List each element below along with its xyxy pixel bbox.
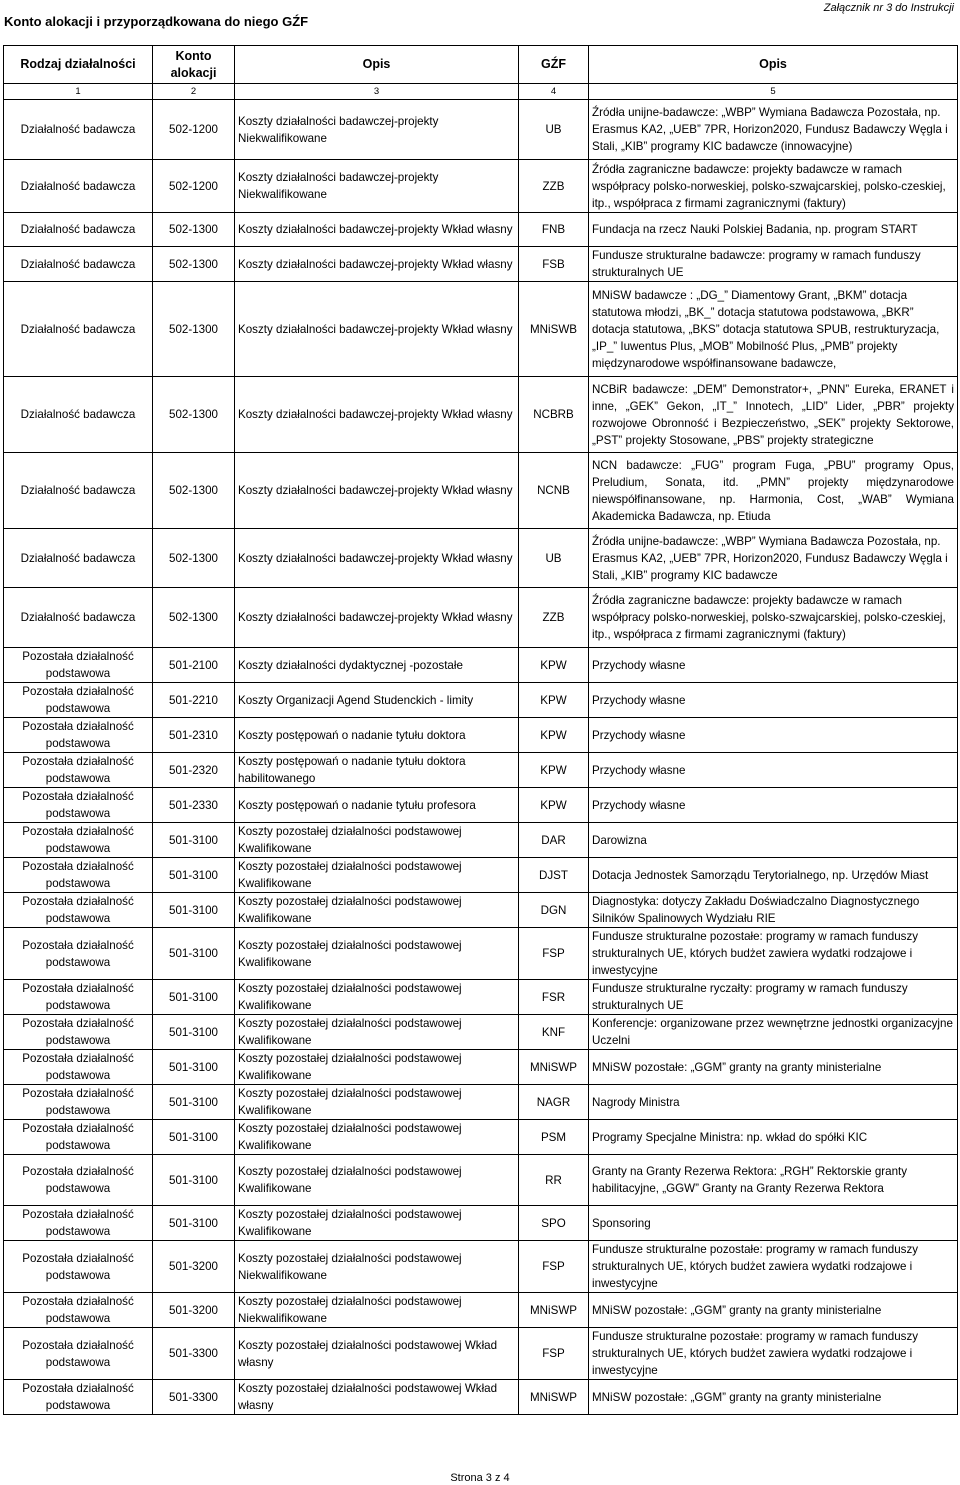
table-row xyxy=(4,858,958,893)
activity-type-cell: Pozostała działalność podstawowa xyxy=(4,1050,153,1085)
account-description-cell: Koszty postępowań o nadanie tytułu doktora habilitowanego xyxy=(235,753,519,788)
account-description-cell: Koszty pozostałej działalności podstawowej Niekwalifikowane xyxy=(235,1293,519,1328)
activity-type-cell: Pozostała działalność podstawowa xyxy=(4,980,153,1015)
funding-source-code-cell: MNiSWP xyxy=(519,1050,589,1085)
activity-type-cell: Działalność badawcza xyxy=(4,588,153,648)
allocation-account-cell: 502-1200 xyxy=(153,100,235,160)
funding-source-description-cell: Przychody własne xyxy=(589,683,958,718)
funding-source-description-cell: Granty na Granty Rezerwa Rektora: „RGH” Rektorskie granty habilitacyjne, „GGW” Granty na Granty Rezerwa Rektora xyxy=(589,1155,958,1206)
activity-type-cell: Działalność badawcza xyxy=(4,160,153,213)
funding-source-description-cell: Nagrody Ministra xyxy=(589,1085,958,1120)
allocation-account-cell: 502-1300 xyxy=(153,453,235,529)
table-row xyxy=(4,648,958,683)
attachment-label: Załącznik nr 3 do Instrukcji xyxy=(823,2,954,14)
funding-source-description-cell: Przychody własne xyxy=(589,753,958,788)
activity-type-cell: Pozostała działalność podstawowa xyxy=(4,788,153,823)
funding-source-code-cell: PSM xyxy=(519,1120,589,1155)
account-description-cell: Koszty działalności badawczej-projekty Niekwalifikowane xyxy=(235,160,519,213)
activity-type-cell: Działalność badawcza xyxy=(4,282,153,377)
account-description-cell: Koszty pozostałej działalności podstawowej Kwalifikowane xyxy=(235,1015,519,1050)
funding-source-description-cell: NCBiR badawcze: „DEM” Demonstrator+, „PNN” Eureka, ERANET i inne, „GEK” Gekon, „IT_” Innotech, „LID” Lider, „PBR” projekty rozwojowe Obronność i Bezpieczeństwo, „SEK” projekty Sektorowe, „PST” projekty Stosowane, „PBS” projekty strategiczne xyxy=(589,377,958,453)
allocation-account-cell: 502-1300 xyxy=(153,282,235,377)
account-description-cell: Koszty pozostałej działalności podstawowej Kwalifikowane xyxy=(235,1050,519,1085)
column-number: 4 xyxy=(519,84,589,100)
account-description-cell: Koszty pozostałej działalności podstawowej Kwalifikowane xyxy=(235,823,519,858)
funding-source-description-cell: Źródła zagraniczne badawcze: projekty badawcze w ramach współpracy polsko-norweskiej, polsko-szwajcarskiej, polsko-czeskiej, itp., współpraca z firmami zagranicznymi (faktury) xyxy=(589,588,958,648)
account-description-cell: Koszty pozostałej działalności podstawowej Kwalifikowane xyxy=(235,928,519,980)
funding-source-code-cell: UB xyxy=(519,100,589,160)
funding-source-code-cell: DAR xyxy=(519,823,589,858)
column-number: 3 xyxy=(235,84,519,100)
funding-source-code-cell: FSR xyxy=(519,980,589,1015)
allocation-account-cell: 502-1300 xyxy=(153,529,235,588)
funding-source-code-cell: SPO xyxy=(519,1206,589,1241)
funding-source-code-cell: KPW xyxy=(519,718,589,753)
table-row xyxy=(4,1206,958,1241)
table-row xyxy=(4,1328,958,1380)
funding-source-description-cell: Przychody własne xyxy=(589,718,958,753)
table-row xyxy=(4,683,958,718)
account-description-cell: Koszty pozostałej działalności podstawowej Kwalifikowane xyxy=(235,893,519,928)
allocation-account-cell: 501-3300 xyxy=(153,1328,235,1380)
funding-source-description-cell: Dotacja Jednostek Samorządu Terytorialnego, np. Urzędów Miast xyxy=(589,858,958,893)
funding-source-code-cell: NAGR xyxy=(519,1085,589,1120)
activity-type-cell: Pozostała działalność podstawowa xyxy=(4,1085,153,1120)
funding-source-description-cell: MNiSW pozostałe: „GGM” granty na granty ministerialne xyxy=(589,1293,958,1328)
activity-type-cell: Pozostała działalność podstawowa xyxy=(4,1328,153,1380)
allocation-account-cell: 501-3100 xyxy=(153,928,235,980)
table-row xyxy=(4,100,958,160)
table-row xyxy=(4,1380,958,1415)
allocation-account-cell: 501-3100 xyxy=(153,1085,235,1120)
account-description-cell: Koszty działalności badawczej-projekty Wkład własny xyxy=(235,247,519,282)
account-description-cell: Koszty działalności badawczej-projekty Niekwalifikowane xyxy=(235,100,519,160)
table-row xyxy=(4,718,958,753)
allocation-account-cell: 502-1300 xyxy=(153,247,235,282)
account-description-cell: Koszty pozostałej działalności podstawowej Kwalifikowane xyxy=(235,1155,519,1206)
activity-type-cell: Pozostała działalność podstawowa xyxy=(4,823,153,858)
table-row xyxy=(4,1155,958,1206)
table-row xyxy=(4,529,958,588)
funding-source-description-cell: Darowizna xyxy=(589,823,958,858)
column-header: Opis xyxy=(589,46,958,84)
allocation-account-cell: 501-2320 xyxy=(153,753,235,788)
table-row xyxy=(4,980,958,1015)
funding-source-code-cell: DJST xyxy=(519,858,589,893)
funding-source-description-cell: Fundusze strukturalne ryczałty: programy w ramach funduszy strukturalnych UE xyxy=(589,980,958,1015)
funding-source-code-cell: FNB xyxy=(519,213,589,247)
activity-type-cell: Pozostała działalność podstawowa xyxy=(4,1120,153,1155)
activity-type-cell: Pozostała działalność podstawowa xyxy=(4,1241,153,1293)
account-description-cell: Koszty pozostałej działalności podstawowej Wkład własny xyxy=(235,1380,519,1415)
funding-source-code-cell: FSP xyxy=(519,1328,589,1380)
funding-source-description-cell: Źródła zagraniczne badawcze: projekty badawcze w ramach współpracy polsko-norweskiej, polsko-szwajcarskiej, polsko-czeskiej, itp., współpraca z firmami zagranicznymi (faktury) xyxy=(589,160,958,213)
column-header: GŹF xyxy=(519,46,589,84)
activity-type-cell: Działalność badawcza xyxy=(4,453,153,529)
funding-source-description-cell: Źródła unijne-badawcze: „WBP” Wymiana Badawcza Pozostała, np. Erasmus KA2, „UEB” 7PR, Horizon2020, Fundusz Badawczy Węgla i Stali, „KIB” programy KIC badawcze (innowacyjne) xyxy=(589,100,958,160)
funding-source-code-cell: MNiSWP xyxy=(519,1293,589,1328)
table-row xyxy=(4,1085,958,1120)
column-header: Opis xyxy=(235,46,519,84)
account-description-cell: Koszty działalności badawczej-projekty Wkład własny xyxy=(235,588,519,648)
activity-type-cell: Działalność badawcza xyxy=(4,377,153,453)
table-row xyxy=(4,213,958,247)
allocation-account-cell: 501-3100 xyxy=(153,1206,235,1241)
activity-type-cell: Pozostała działalność podstawowa xyxy=(4,1293,153,1328)
funding-source-code-cell: UB xyxy=(519,529,589,588)
account-description-cell: Koszty pozostałej działalności podstawowej Niekwalifikowane xyxy=(235,1241,519,1293)
funding-source-code-cell: MNiSWP xyxy=(519,1380,589,1415)
account-description-cell: Koszty pozostałej działalności podstawowej Kwalifikowane xyxy=(235,980,519,1015)
activity-type-cell: Pozostała działalność podstawowa xyxy=(4,893,153,928)
funding-source-description-cell: MNiSW pozostałe: „GGM” granty na granty ministerialne xyxy=(589,1050,958,1085)
allocation-account-cell: 501-3100 xyxy=(153,823,235,858)
table-row xyxy=(4,823,958,858)
allocation-account-cell: 501-3100 xyxy=(153,1015,235,1050)
activity-type-cell: Pozostała działalność podstawowa xyxy=(4,648,153,683)
allocation-account-cell: 502-1300 xyxy=(153,213,235,247)
funding-source-code-cell: NCBRB xyxy=(519,377,589,453)
table-row xyxy=(4,247,958,282)
funding-source-code-cell: FSP xyxy=(519,928,589,980)
table-header-row xyxy=(4,46,958,84)
account-description-cell: Koszty pozostałej działalności podstawowej Wkład własny xyxy=(235,1328,519,1380)
funding-source-description-cell: Fundusze strukturalne pozostałe: programy w ramach funduszy strukturalnych UE, których budżet zawiera wydatki rodzajowe i inwestycyjne xyxy=(589,928,958,980)
column-header: Rodzaj działalności xyxy=(4,46,153,84)
allocation-account-cell: 501-2100 xyxy=(153,648,235,683)
account-description-cell: Koszty postępowań o nadanie tytułu doktora xyxy=(235,718,519,753)
funding-source-description-cell: Konferencje: organizowane przez wewnętrzne jednostki organizacyjne Uczelni xyxy=(589,1015,958,1050)
funding-source-description-cell: Diagnostyka: dotyczy Zakładu Doświadczalno Diagnostycznego Silników Spalinowych Wydziału RIE xyxy=(589,893,958,928)
document-title: Konto alokacji i przyporządkowana do niego GŹF xyxy=(4,14,309,29)
funding-source-code-cell: MNiSWB xyxy=(519,282,589,377)
allocation-account-cell: 501-2330 xyxy=(153,788,235,823)
account-description-cell: Koszty Organizacji Agend Studenckich - limity xyxy=(235,683,519,718)
funding-source-code-cell: KNF xyxy=(519,1015,589,1050)
funding-source-description-cell: Fundusze strukturalne pozostałe: programy w ramach funduszy strukturalnych UE, których budżet zawiera wydatki rodzajowe i inwestycyjne xyxy=(589,1241,958,1293)
account-description-cell: Koszty postępowań o nadanie tytułu profesora xyxy=(235,788,519,823)
activity-type-cell: Działalność badawcza xyxy=(4,213,153,247)
activity-type-cell: Pozostała działalność podstawowa xyxy=(4,718,153,753)
funding-source-code-cell: DGN xyxy=(519,893,589,928)
funding-source-code-cell: KPW xyxy=(519,788,589,823)
account-description-cell: Koszty pozostałej działalności podstawowej Kwalifikowane xyxy=(235,1085,519,1120)
table-row xyxy=(4,1015,958,1050)
column-number: 1 xyxy=(4,84,153,100)
activity-type-cell: Działalność badawcza xyxy=(4,100,153,160)
table-row xyxy=(4,160,958,213)
funding-source-description-cell: Źródła unijne-badawcze: „WBP” Wymiana Badawcza Pozostała, np. Erasmus KA2, „UEB” 7PR, Horizon2020, Fundusz Badawczy Węgla i Stali, „KIB” programy KIC badawcze xyxy=(589,529,958,588)
table-row xyxy=(4,1293,958,1328)
account-description-cell: Koszty działalności badawczej-projekty Wkład własny xyxy=(235,453,519,529)
activity-type-cell: Pozostała działalność podstawowa xyxy=(4,1155,153,1206)
activity-type-cell: Pozostała działalność podstawowa xyxy=(4,858,153,893)
column-number-row xyxy=(4,84,958,100)
activity-type-cell: Działalność badawcza xyxy=(4,529,153,588)
funding-source-code-cell: FSB xyxy=(519,247,589,282)
table-row xyxy=(4,282,958,377)
account-description-cell: Koszty pozostałej działalności podstawowej Kwalifikowane xyxy=(235,1206,519,1241)
table-row xyxy=(4,928,958,980)
account-description-cell: Koszty działalności badawczej-projekty Wkład własny xyxy=(235,213,519,247)
table-row xyxy=(4,453,958,529)
funding-source-code-cell: NCNB xyxy=(519,453,589,529)
account-description-cell: Koszty pozostałej działalności podstawowej Kwalifikowane xyxy=(235,1120,519,1155)
funding-source-description-cell: Fundusze strukturalne pozostałe: programy w ramach funduszy strukturalnych UE, których budżet zawiera wydatki rodzajowe i inwestycyjne xyxy=(589,1328,958,1380)
funding-source-description-cell: MNiSW badawcze : „DG_” Diamentowy Grant, „BKM” dotacja statutowa młodzi, „BK_” dotacja statutowa podstawowa, „BKR” dotacja statutowa, „BKS” dotacja statutowa SPUB, restrukturyzacja, „IP_” Iuwentus Plus, „MOB” Mobilność Plus, „PMB” projekty międzynarodowe współfinansowane badawcze, xyxy=(589,282,958,377)
activity-type-cell: Pozostała działalność podstawowa xyxy=(4,1015,153,1050)
table-row xyxy=(4,1120,958,1155)
column-number: 2 xyxy=(153,84,235,100)
funding-source-code-cell: KPW xyxy=(519,753,589,788)
funding-source-description-cell: Fundacja na rzecz Nauki Polskiej Badania, np. program START xyxy=(589,213,958,247)
funding-source-description-cell: Fundusze strukturalne badawcze: programy w ramach funduszy strukturalnych UE xyxy=(589,247,958,282)
allocation-account-cell: 501-3100 xyxy=(153,893,235,928)
funding-source-description-cell: Przychody własne xyxy=(589,788,958,823)
funding-source-description-cell: NCN badawcze: „FUG” program Fuga, „PBU” programy Opus, Preludium, Sonata, itd. „PMN” projekty międzynarodowe niewspółfinansowane, np. Harmonia, Cost, „WAB” Wymiana Akademicka Badawcza, np. Etiuda xyxy=(589,453,958,529)
column-header: Konto alokacji xyxy=(153,46,235,84)
table-body xyxy=(4,100,958,1415)
table-row xyxy=(4,1241,958,1293)
activity-type-cell: Pozostała działalność podstawowa xyxy=(4,1206,153,1241)
funding-source-description-cell: Przychody własne xyxy=(589,648,958,683)
page-number: Strona 3 z 4 xyxy=(450,1472,510,1484)
account-description-cell: Koszty działalności badawczej-projekty Wkład własny xyxy=(235,377,519,453)
funding-source-description-cell: MNiSW pozostałe: „GGM” granty na granty ministerialne xyxy=(589,1380,958,1415)
allocation-account-cell: 501-3300 xyxy=(153,1380,235,1415)
activity-type-cell: Pozostała działalność podstawowa xyxy=(4,753,153,788)
table-row xyxy=(4,753,958,788)
funding-source-code-cell: ZZB xyxy=(519,160,589,213)
table-row xyxy=(4,377,958,453)
allocation-account-cell: 501-3100 xyxy=(153,980,235,1015)
allocation-account-cell: 501-3100 xyxy=(153,1120,235,1155)
funding-source-code-cell: KPW xyxy=(519,683,589,718)
table-row xyxy=(4,788,958,823)
allocation-account-cell: 501-2310 xyxy=(153,718,235,753)
account-description-cell: Koszty działalności dydaktycznej -pozostałe xyxy=(235,648,519,683)
funding-source-code-cell: ZZB xyxy=(519,588,589,648)
allocation-account-cell: 501-3200 xyxy=(153,1241,235,1293)
allocation-table xyxy=(3,45,958,1415)
activity-type-cell: Pozostała działalność podstawowa xyxy=(4,1380,153,1415)
column-number: 5 xyxy=(589,84,958,100)
allocation-account-cell: 501-3100 xyxy=(153,858,235,893)
funding-source-description-cell: Sponsoring xyxy=(589,1206,958,1241)
account-description-cell: Koszty działalności badawczej-projekty Wkład własny xyxy=(235,282,519,377)
funding-source-description-cell: Programy Specjalne Ministra: np. wkład do spółki KIC xyxy=(589,1120,958,1155)
table-row xyxy=(4,588,958,648)
activity-type-cell: Działalność badawcza xyxy=(4,247,153,282)
allocation-account-cell: 501-3100 xyxy=(153,1155,235,1206)
table-row xyxy=(4,893,958,928)
allocation-account-cell: 502-1300 xyxy=(153,377,235,453)
account-description-cell: Koszty pozostałej działalności podstawowej Kwalifikowane xyxy=(235,858,519,893)
allocation-account-cell: 501-3100 xyxy=(153,1050,235,1085)
allocation-account-cell: 502-1200 xyxy=(153,160,235,213)
funding-source-code-cell: FSP xyxy=(519,1241,589,1293)
funding-source-code-cell: RR xyxy=(519,1155,589,1206)
allocation-account-cell: 501-2210 xyxy=(153,683,235,718)
account-description-cell: Koszty działalności badawczej-projekty Wkład własny xyxy=(235,529,519,588)
funding-source-code-cell: KPW xyxy=(519,648,589,683)
table-row xyxy=(4,1050,958,1085)
activity-type-cell: Pozostała działalność podstawowa xyxy=(4,928,153,980)
allocation-account-cell: 501-3200 xyxy=(153,1293,235,1328)
allocation-account-cell: 502-1300 xyxy=(153,588,235,648)
activity-type-cell: Pozostała działalność podstawowa xyxy=(4,683,153,718)
